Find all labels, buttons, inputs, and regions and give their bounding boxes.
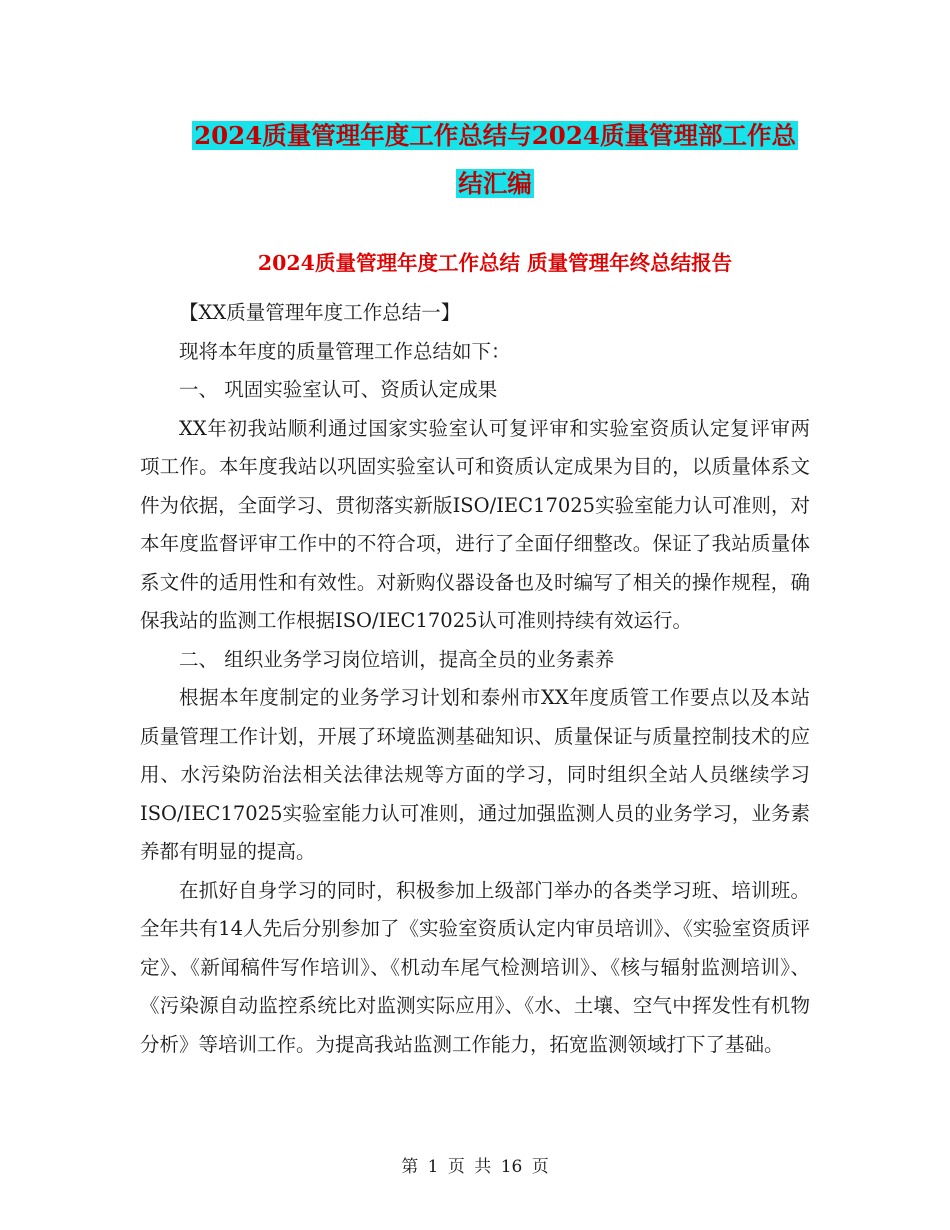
section-heading: 一、 巩固实验室认可、资质认定成果 xyxy=(179,378,498,401)
paragraph: 根据本年度制定的业务学习计划和泰州市XX年度质管工作要点以及本站质量管理工作计划，开展了环境监测基础知识、质量保证与质量控制技术的应用、水污染防治法相关法律法规等方面的学习，同时组织全站人员继续学习ISO/IEC17025实验室能力认可准则，通过加强监测人员的业务学习，业务素养都有明显的提高。 xyxy=(140,686,810,863)
document-body xyxy=(140,294,810,1064)
paragraph: 现将本年度的质量管理工作总结如下： xyxy=(179,339,511,363)
page-number-footer: 第 1 页 共 16 页 xyxy=(401,1157,549,1177)
paragraph: 在抓好自身学习的同时，积极参加上级部门举办的各类学习班、培训班。全年共有14人先后分别参加了《实验室资质认定内审员培训》、《实验室资质评定》、《新闻稿件写作培训》、《机动车尾气检测培训》、《核与辐射监测培训》、《污染源自动监控系统比对监测实际应用》、《水、土壤、空气中挥发性有机物分析》等培训工作。为提高我站监测工作能力，拓宽监测领域打下了基础。 xyxy=(140,878,810,1056)
section-title: 2024质量管理年度工作总结 质量管理年终总结报告 xyxy=(257,251,733,275)
document-title xyxy=(140,112,850,208)
paragraph: 【XX质量管理年度工作总结一】 xyxy=(179,301,461,324)
paragraph: XX年初我站顺利通过国家实验室认可复评审和实验室资质认定复评审两项工作。本年度我站以巩固实验室认可和资质认定成果为目的，以质量体系文件为依据，全面学习、贯彻落实新版ISO/IEC17025实验室能力认可准则，对本年度监督评审工作中的不符合项，进行了全面仔细整改。保证了我站质量体系文件的适用性和有效性。对新购仪器设备也及时编写了相关的操作规程，确保我站的监测工作根据ISO/IEC17025认可准则持续有效运行。 xyxy=(140,416,810,632)
section-heading: 二、 组织业务学习岗位培训，提高全员的业务素养 xyxy=(179,647,615,671)
title-line-1: 2024质量管理年度工作总结与2024质量管理部工作总 xyxy=(194,121,796,150)
title-line-2: 结汇编 xyxy=(458,169,532,198)
